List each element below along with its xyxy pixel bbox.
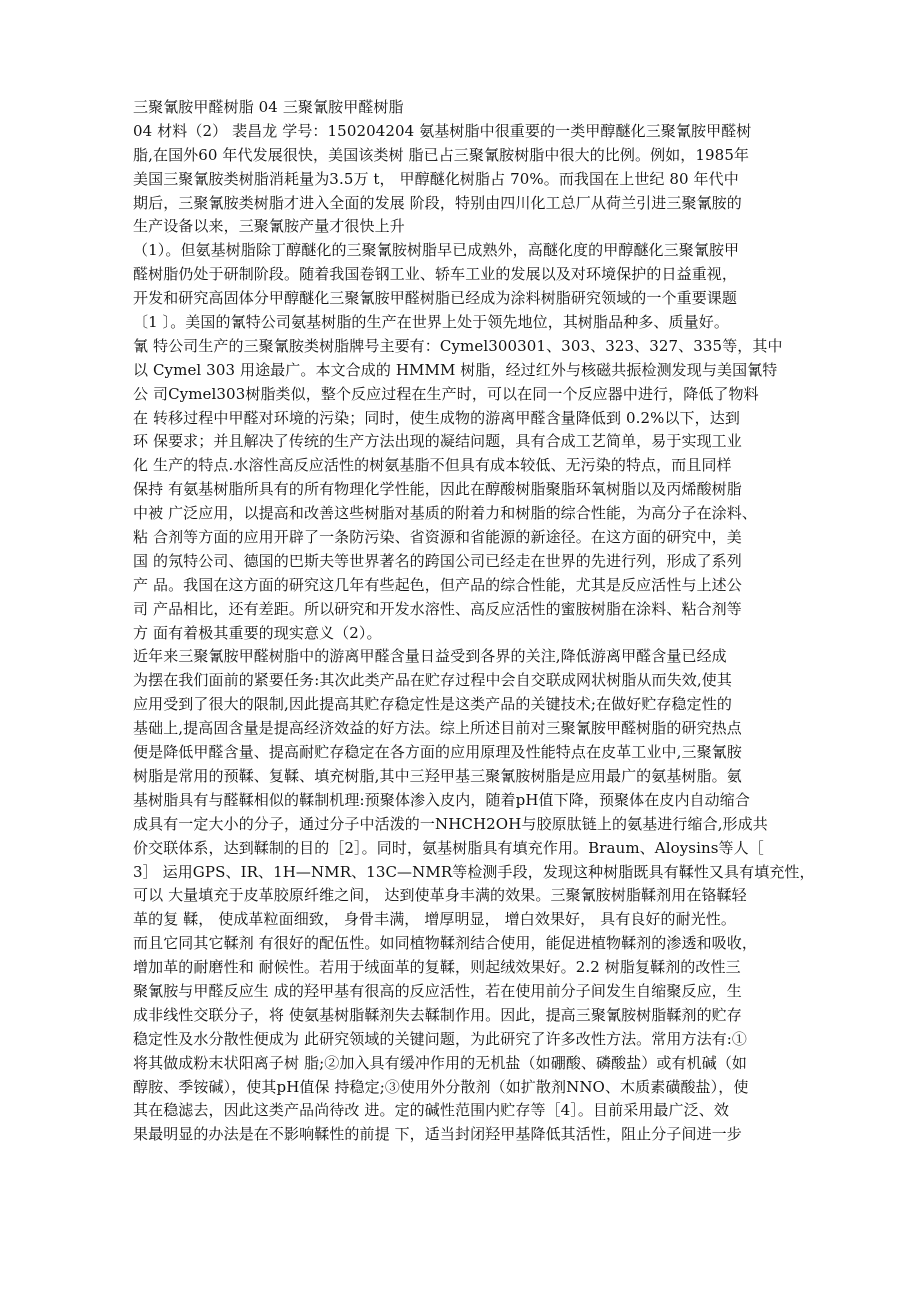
text-line: 在 转移过程中甲醛对环境的污染；同时，使生成物的游离甲醛含量降低到 0.2%以下，达到 [133, 408, 740, 427]
text-line: 聚氰胺与甲醛反应生 成的羟甲基有很高的反应活性，若在使用前分子间发生自缩聚反应，生 [133, 981, 742, 1000]
text-line: 将其做成粉末状阳离子树 脂;②加入具有缓冲作用的无机盐（如硼酸、磷酸盐）或有机碱（如 [133, 1053, 748, 1072]
text-line: 〔1 〕。美国的氰特公司氨基树脂的生产在世界上处于领先地位，其树脂品种多、质量好。 [133, 313, 729, 332]
text-line: 方 面有着极其重要的现实意义（2）。 [133, 623, 382, 642]
text-line: 环 保要求；并且解决了传统的生产方法出现的凝结问题，具有合成工艺简单，易于实现工业 [133, 432, 742, 451]
text-line: 司 产品相比，还有差距。所以研究和开发水溶性、高反应活性的蜜胺树脂在涂料、粘合剂等 [133, 599, 742, 618]
text-line: 其在稳滤去，因此这类产品尚待改 进。定的碱性范围内贮存等［4］。目前采用最广泛、效 [133, 1101, 729, 1120]
document-title-line: 三聚氰胺甲醛树脂 04 三聚氰胺甲醛树脂 [133, 98, 404, 116]
text-line: 果最明显的办法是在不影响鞣性的前提 下，适当封闭羟甲基降低其活性，阻止分子间进一步 [133, 1125, 742, 1144]
text-line: 醛树脂仍处于研制阶段。随着我国卷钢工业、轿车工业的发展以及对环境保护的日益重视， [133, 265, 738, 284]
text-line: 增加革的耐磨性和 耐候性。若用于绒面革的复鞣，则起绒效果好。2.2 树脂复鞣剂的改性三 [133, 958, 741, 977]
document-body [133, 96, 815, 1147]
text-line: 便是降低甲醛含量、提高耐贮存稳定在各方面的应用原理及性能特点在皮革工业中,三聚氰胺 [133, 743, 742, 762]
text-line: 粘 合剂等方面的应用开辟了一条防污染、省资源和省能源的新途径。在这方面的研究中，美 [133, 528, 742, 547]
text-line: 革的复 鞣， 使成革粒面细致， 身骨丰满， 增厚明显， 增白效果好， 具有良好的耐光性。 [133, 910, 737, 929]
text-line: 产 品。我国在这方面的研究这几年有些起色，但产品的综合性能，尤其是反应活性与上述公 [133, 575, 742, 594]
text-line: 期后，三聚氰胺类树脂才进入全面的发展 阶段，特别由四川化工总厂从荷兰引进三聚氰胺的 [133, 193, 742, 212]
text-line: 基础上,提高固含量是提高经济效益的好方法。综上所述目前对三聚氰胺甲醛树脂的研究热点 [133, 719, 742, 738]
text-line: 成具有一定大小的分子，通过分子中活泼的一NHCH2OH与胶原肽链上的氨基进行缩合,形成共 [133, 814, 768, 833]
text-line: 公 司Cymel303树脂类似，整个反应过程在生产时，可以在同一个反应器中进行，降低了物料 [133, 384, 759, 403]
text-line: 开发和研究高固体分甲醇醚化三聚氰胺甲醛树脂已经成为涂料树脂研究领域的一个重要课题 [133, 289, 738, 308]
text-line: 可以 大量填充于皮革胶原纤维之间， 达到使革身丰满的效果。三聚氰胺树脂鞣剂用在铬鞣轻 [133, 886, 747, 905]
text-line: 而且它同其它鞣剂 有很好的配伍性。如同植物鞣剂结合使用，能促进植物鞣剂的渗透和吸收， [133, 934, 757, 953]
text-line: 以 Cymel 303 用途最广。本文合成的 HMMM 树脂，经过红外与核磁共振检测发现与美国氰特 [133, 360, 778, 379]
text-line: 保持 有氨基树脂所具有的所有物理化学性能，因此在醇酸树脂聚脂环氧树脂以及丙烯酸树脂 [133, 480, 742, 499]
text-line: 基树脂具有与醛鞣相似的鞣制机理:预聚体渗入皮内，随着pH值下降，预聚体在皮内自动缩合 [133, 790, 750, 809]
text-line: 国 的氖特公司、德国的巴斯夫等世界著名的跨国公司已经走在世界的先进行列，形成了系列 [133, 551, 742, 570]
text-line: 氰 特公司生产的三聚氰胺类树脂牌号主要有：Cymel300301、303、323、327、335等，其中 [133, 336, 783, 355]
text-line: 化 生产的特点.水溶性高反应活性的树氨基脂不但具有成本较低、无污染的特点，而且同样 [133, 456, 732, 475]
text-line: 美国三聚氰胺类树脂消耗量为3.5万 t， 甲醇醚化树脂占 70%。而我国在上世纪 80 年代中 [133, 169, 739, 188]
text-line: 脂,在国外60 年代发展很快，美国该类树 脂已占三聚氰胺树脂中很大的比例。例如，1985年 [133, 145, 750, 164]
text-line: 价交联体系，达到鞣制的目的［2］。同时，氨基树脂具有填充作用。Braum、Aloysins等人［ [133, 838, 764, 857]
text-line: 应用受到了很大的限制,因此提高其贮存稳定性是这类产品的关键技术;在做好贮存稳定性的 [133, 695, 732, 714]
text-line: 生产设备以来，三聚氰胺产量才很快上升 [133, 217, 405, 236]
text-line: 醇胺、季铵碱），使其pH值保 持稳定;③使用外分散剂（如扩散剂NNO、木质素磺酸盐），使 [133, 1077, 749, 1096]
text-line: 成非线性交联分子，将 使氨基树脂鞣剂失去鞣制作用。因此，提高三聚氰胺树脂鞣剂的贮存 [133, 1005, 742, 1024]
text-line: 为摆在我们面前的紧要任务:其次此类产品在贮存过程中会自交联成网状树脂从而失效,使其 [133, 671, 732, 690]
text-line: （1）。但氨基树脂除丁醇醚化的三聚氰胺树脂早已成熟外，高醚化度的甲醇醚化三聚氰胺甲 [133, 241, 740, 260]
text-line: 04 材料（2） 裴昌龙 学号：150204204 氨基树脂中很重要的一类甲醇醚化三聚氰胺甲醛树 [133, 121, 752, 140]
text-line: 中被 广泛应用，以提高和改善这些树脂对基质的附着力和树脂的综合性能，为高分子在涂料、 [133, 504, 757, 523]
text-line: 3］ 运用GPS、IR、1H—NMR、13C—NMR等检测手段，发现这种树脂既具有鞣性又具有填充性， [133, 862, 815, 881]
text-line: 树脂是常用的预鞣、复鞣、填充树脂,其中三羟甲基三聚氰胺树脂是应用最广的氨基树脂。氨 [133, 766, 742, 785]
text-line: 稳定性及水分散性便成为 此研究领域的关键问题，为此研究了许多改性方法。常用方法有:① [133, 1029, 748, 1048]
text-line: 近年来三聚氰胺甲醛树脂中的游离甲醛含量日益受到各界的关注,降低游离甲醛含量已经成 [133, 647, 727, 666]
